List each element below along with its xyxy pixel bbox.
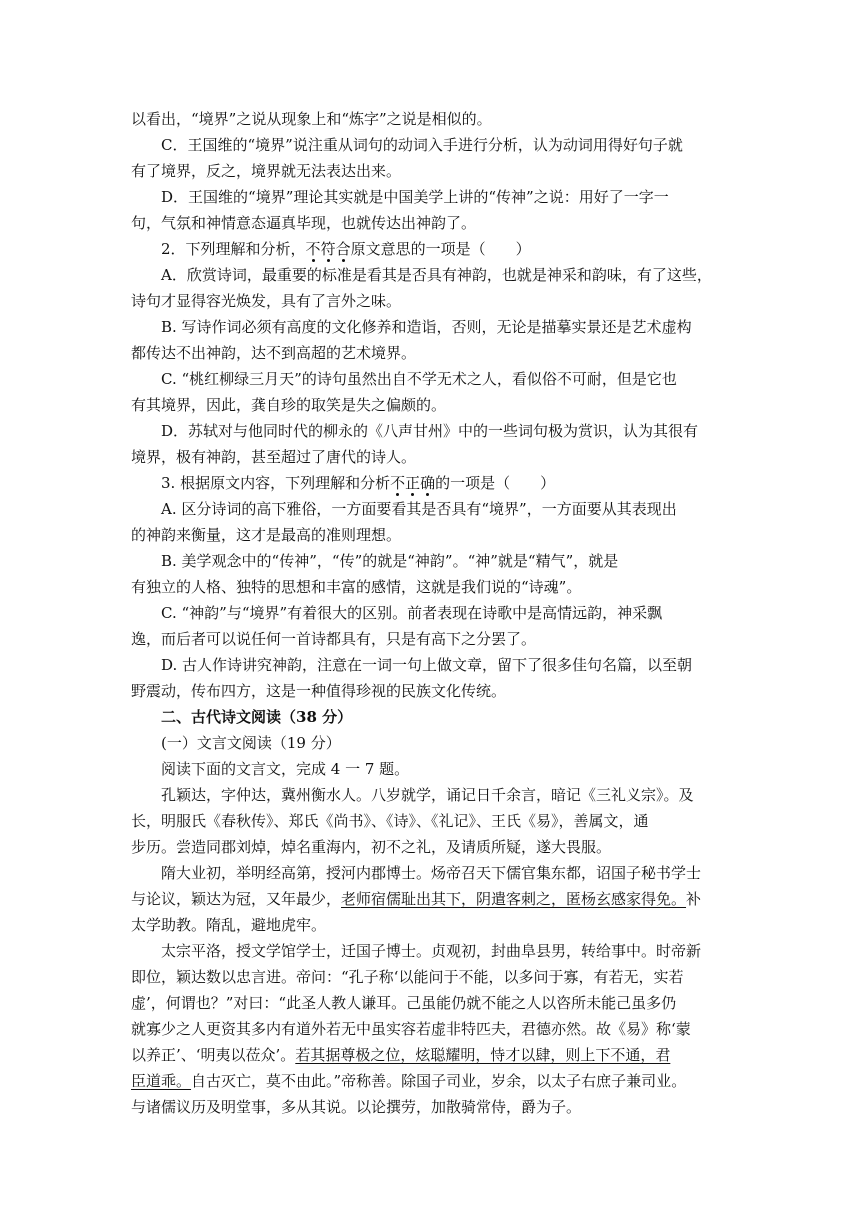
passage-line: 就寡少之人更资其多内有道外若无中虽实容若虚非特匹夫，君德亦然。故《易》称‘蒙: [131, 1020, 691, 1038]
underlined-sentence: 臣道乖。: [131, 1072, 192, 1090]
passage-line: 臣道乖。自古灭亡，莫不由此。”帝称善。除国子司业，岁余，以太子右庶子兼司业。: [131, 1072, 687, 1090]
emphasis-char: 符: [320, 240, 336, 258]
emphasis-char: 不: [305, 240, 321, 258]
text-line: 诗句才显得容光焕发，具有了言外之味。: [131, 292, 402, 310]
passage-line: 与论议，颖达为冠，又年最少，老师宿儒耻出其下，阴遣客刺之，匿杨玄感家得免。补: [131, 890, 702, 908]
passage-line: 太宗平洛，授文学馆学士，迁国子博士。贞观初，封曲阜县男，转给事中。时帝新: [161, 942, 702, 960]
text-line: 句，气氛和神情意态逼真毕现，也就传达出神韵了。: [131, 214, 477, 232]
passage-line: 以养正’、‘明夷以莅众’。若其据尊极之位，炫聪耀明，恃才以肆，则上下不通，君: [131, 1046, 671, 1064]
passage-line: 即位，颖达数以忠言进。帝问：“孔子称‘以能问于不能，以多问于寡，有若无，实若: [131, 968, 684, 986]
passage-line: 孔颖达，字仲达，冀州衡水人。八岁就学，诵记日千余言，暗记《三礼义宗》。及: [161, 786, 694, 804]
passage-line: 虚’，何谓也？”对曰：“此圣人教人谦耳。己虽能仍就不能之人以咨所未能己虽多仍: [131, 994, 677, 1012]
question-3: 3. 根据原文内容，下列理解和分析不正确的一项是（ ）: [161, 474, 556, 492]
text-line: 的神韵来衡量，这才是最高的准则理想。: [131, 526, 402, 544]
option-c-line: C. “桃红柳绿三月天”的诗句虽然出自不学无术之人，看似俗不可耐，但是它也: [161, 370, 677, 388]
option-c-line: C．王国维的“境界”说注重从词句的动词入手进行分析，认为动词用得好句子就: [161, 136, 683, 154]
emphasis-char: 合: [335, 240, 351, 258]
option-c-line: C. “神韵”与“境界”有着很大的区别。前者表现在诗歌中是高情远韵，神采飘: [161, 604, 663, 622]
option-d-line: D. 古人作诗讲究神韵，注意在一词一句上做文章，留下了很多佳句名篇，以至朝: [161, 656, 693, 674]
text-line: 以看出，“境界”之说从现象上和“炼字”之说是相似的。: [131, 110, 492, 128]
emphasis-char: 正: [405, 474, 421, 492]
underlined-sentence: 老师宿儒耻出其下，阴遣客刺之，匿杨玄感家得免。: [341, 890, 687, 908]
section-heading: 二、古代诗文阅读（38 分）: [161, 708, 353, 726]
question-2: 2．下列理解和分析，不符合原文意思的一项是（ ）: [161, 240, 531, 258]
underlined-sentence: 若其据尊极之位，炫聪耀明，恃才以肆，则上下不通，君: [295, 1046, 671, 1064]
option-b-line: B. 美学观念中的“传神”，“传”的就是“神韵”。“神”就是“精气”，就是: [161, 552, 619, 570]
option-a-line: A．欣赏诗词，最重要的标准是看其是否具有神韵，也就是神采和韵味，有了这些，: [161, 266, 712, 284]
text-line: 有了境界，反之，境界就无法表达出来。: [131, 162, 402, 180]
emphasis-char: 确: [420, 474, 436, 492]
emphasis-char: 不: [390, 474, 406, 492]
text-line: 野震动，传布四方，这是一种值得珍视的民族文化传统。: [131, 682, 507, 700]
passage-line: 太学助教。隋乱，避地虎牢。: [131, 916, 327, 934]
option-d-line: D．苏轼对与他同时代的柳永的《八声甘州》中的一些词句极为赏识，认为其很有: [161, 422, 699, 440]
passage-line: 与诸儒议历及明堂事，多从其说。以论撰劳，加散骑常侍，爵为子。: [131, 1098, 582, 1116]
option-b-line: B. 写诗作词必须有高度的文化修养和造诣，否则，无论是描摹实景还是艺术虚构: [161, 318, 692, 336]
text-line: 有独立的人格、独特的思想和丰富的感情，这就是我们说的“诗魂”。: [131, 578, 582, 596]
passage-line: 隋大业初，举明经高第，授河内郡博士。炀帝召天下儒官集东都，诏国子秘书学士: [161, 864, 702, 882]
option-a-line: A. 区分诗词的高下雅俗，一方面要看其是否具有“境界”，一方面要从其表现出: [161, 500, 677, 518]
option-d-line: D．王国维的“境界”理论其实就是中国美学上讲的“传神”之说：用好了一字一: [161, 188, 669, 206]
passage-line: 长，明服氏《春秋传》、郑氏《尚书》、《诗》、《礼记》、王氏《易》，善属文，通: [131, 812, 649, 830]
subsection-heading: (一）文言文阅读（19 分）: [161, 734, 341, 752]
text-line: 有其境界，因此，龚自珍的取笑是失之偏颇的。: [131, 396, 447, 414]
text-line: 逸，而后者可以说任何一首诗都具有，只是有高下之分罢了。: [131, 630, 537, 648]
text-line: 都传达不出神韵，达不到高超的艺术境界。: [131, 344, 417, 362]
text-line: 境界，极有神韵，甚至超过了唐代的诗人。: [131, 448, 417, 466]
instruction-line: 阅读下面的文言文，完成 4 一 7 题。: [161, 760, 410, 778]
passage-line: 步历。尝造同郡刘焯，焯名重海内，初不之礼，及请质所疑，遂大畏服。: [131, 838, 612, 856]
